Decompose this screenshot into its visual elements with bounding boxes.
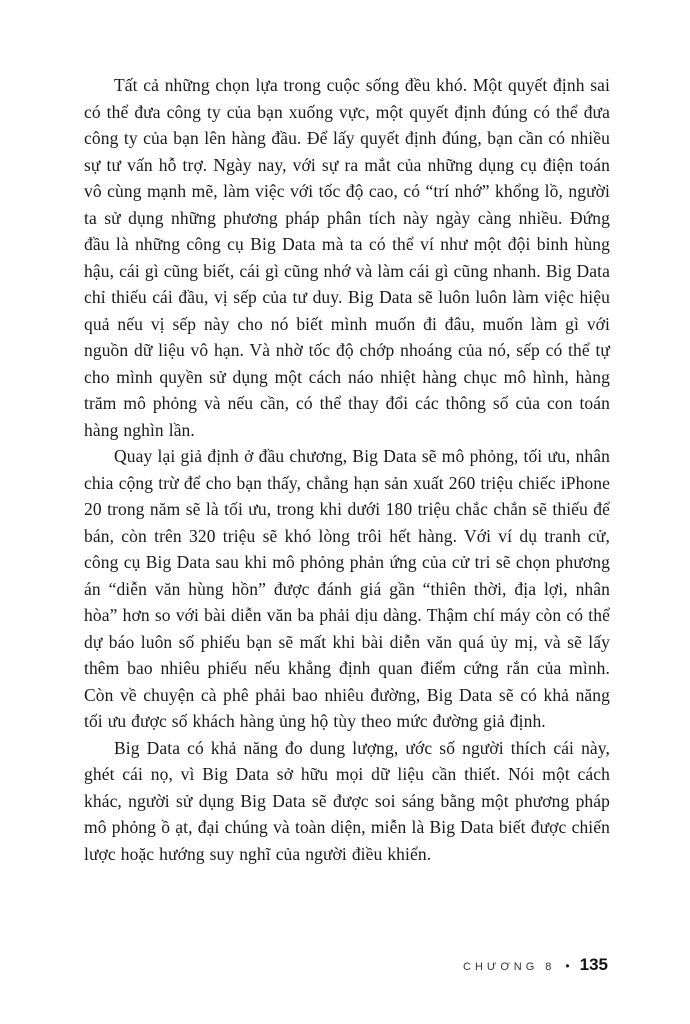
page-number: 135 xyxy=(579,955,608,974)
body-text xyxy=(84,72,610,867)
paragraph-3: Big Data có khả năng đo dung lượng, ước số người thích cái này, ghét cái nọ, vì Big Data sở hữu mọi dữ liệu cần thiết. Nói một cách khác, người sử dụng Big Data sẽ được soi sáng bằng một phương pháp mô phỏng ồ ạt, đại chúng và toàn diện, miễn là Big Data biết được chiến lược hoặc hướng suy nghĩ của người điều khiển. xyxy=(84,737,610,864)
paragraph-1: Tất cả những chọn lựa trong cuộc sống đều khó. Một quyết định sai có thể đưa công ty của bạn xuống vực, một quyết định đúng có thể đưa công ty của bạn lên hàng đầu. Để lấy quyết định đúng, bạn cần có nhiều sự tư vấn hỗ trợ. Ngày nay, với sự ra mắt của những dụng cụ điện toán vô cùng mạnh mẽ, làm việc với tốc độ cao, có “trí nhớ” khổng lồ, người ta sử dụng những phương pháp phân tích này ngày càng nhiều. Đứng đầu là những công cụ Big Data mà ta có thể ví như một đội binh hùng hậu, cái gì cũng biết, cái gì cũng nhớ và làm cái gì cũng nhanh. Big Data chỉ thiếu cái đầu, vị sếp của tư duy. Big Data sẽ luôn luôn làm việc hiệu quả nếu vị sếp này cho nó biết mình muốn đi đâu, muốn làm gì với nguồn dữ liệu vô hạn. Và nhờ tốc độ chớp nhoáng của nó, sếp có thể tự cho mình quyền sử dụng một cách náo nhiệt hàng chục mô hình, hàng trăm mô phỏng và nếu cần, có thể thay đổi các thông số của con toán hàng nghìn lần. xyxy=(84,75,610,440)
footer-bullet-separator: • xyxy=(565,959,570,973)
page-footer xyxy=(463,955,608,975)
chapter-label: CHƯƠNG 8 xyxy=(463,961,556,973)
paragraph-2: Quay lại giả định ở đầu chương, Big Data sẽ mô phỏng, tối ưu, nhân chia cộng trừ để cho bạn thấy, chẳng hạn sản xuất 260 triệu chiếc iPhone 20 trong năm sẽ là tối ưu, trong khi dưới 180 triệu chắc chắn sẽ thiếu để bán, còn trên 320 triệu sẽ khó lòng trôi hết hàng. Với ví dụ tranh cử, công cụ Big Data sau khi mô phỏng phản ứng của cử tri sẽ chọn phương án “diễn văn hùng hồn” được đánh giá gần “thiên thời, địa lợi, nhân hòa” hơn so với bài diễn văn ba phải dịu dàng. Thậm chí máy còn có thể dự báo luôn số phiếu bạn sẽ mất khi bài diễn văn quá ủy mị, và sẽ lấy thêm bao nhiêu phiếu nếu khẳng định quan điểm cứng rắn của mình. Còn về chuyện cà phê phải bao nhiêu đường, Big Data sẽ có khả năng tối ưu được số khách hàng ủng hộ tùy theo mức đường giả định. xyxy=(84,446,610,731)
